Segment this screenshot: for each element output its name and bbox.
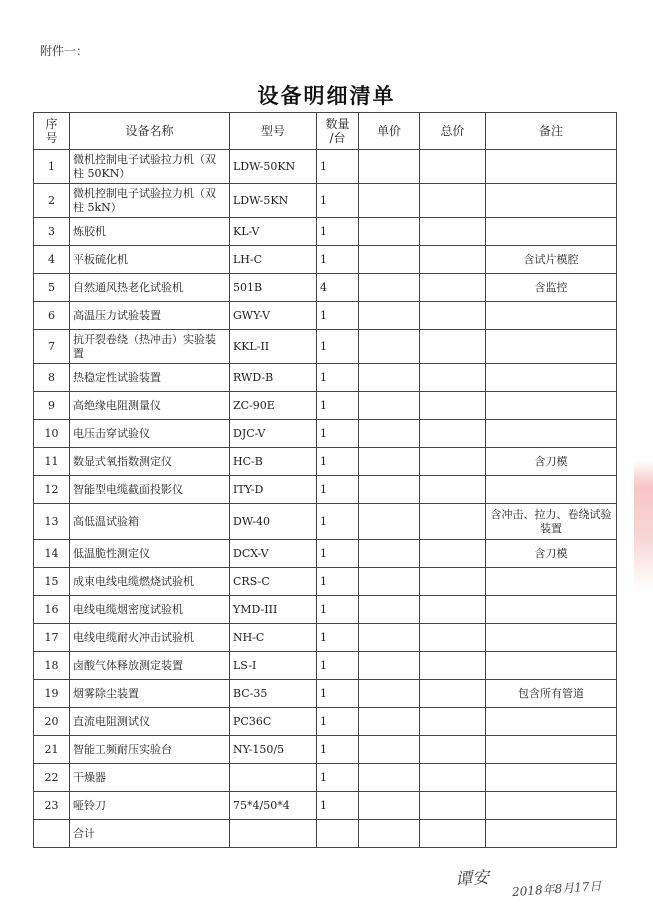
row-unit-price xyxy=(359,652,420,680)
row-total-price xyxy=(420,330,486,364)
row-quantity: 1 xyxy=(317,246,359,274)
row-model: PC36C xyxy=(230,708,317,736)
row-unit-price xyxy=(359,448,420,476)
row-seq: 7 xyxy=(34,330,70,364)
row-note: 包含所有管道 xyxy=(486,680,617,708)
row-total-price xyxy=(420,150,486,184)
row-seq: 18 xyxy=(34,652,70,680)
row-note xyxy=(486,218,617,246)
row-model: DCX-V xyxy=(230,540,317,568)
row-total-price xyxy=(420,302,486,330)
row-equipment-name: 炼胶机 xyxy=(70,218,230,246)
row-quantity: 1 xyxy=(317,652,359,680)
row-note xyxy=(486,392,617,420)
row-model: YMD-III xyxy=(230,596,317,624)
row-note xyxy=(486,764,617,792)
table-row xyxy=(34,568,617,596)
row-model: GWY-V xyxy=(230,302,317,330)
row-unit-price xyxy=(359,150,420,184)
row-model: 75*4/50*4 xyxy=(230,792,317,820)
table-row xyxy=(34,596,617,624)
row-seq: 5 xyxy=(34,274,70,302)
row-equipment-name: 平板硫化机 xyxy=(70,246,230,274)
row-unit-price xyxy=(359,218,420,246)
row-note xyxy=(486,596,617,624)
row-unit-price xyxy=(359,540,420,568)
row-seq: 22 xyxy=(34,764,70,792)
row-model: BC-35 xyxy=(230,680,317,708)
total-row xyxy=(34,820,617,848)
row-note xyxy=(486,150,617,184)
row-quantity: 1 xyxy=(317,302,359,330)
total-row-seq xyxy=(34,820,70,848)
row-note xyxy=(486,364,617,392)
header-col-total-price: 总价 xyxy=(420,113,486,150)
row-note xyxy=(486,708,617,736)
table-row xyxy=(34,540,617,568)
row-unit-price xyxy=(359,476,420,504)
header-col-unit-price: 单价 xyxy=(359,113,420,150)
table-row xyxy=(34,624,617,652)
row-seq: 10 xyxy=(34,420,70,448)
table-row xyxy=(34,392,617,420)
table-row xyxy=(34,330,617,364)
row-note xyxy=(486,184,617,218)
row-unit-price xyxy=(359,302,420,330)
row-note: 含试片模腔 xyxy=(486,246,617,274)
row-total-price xyxy=(420,364,486,392)
row-total-price xyxy=(420,764,486,792)
row-total-price xyxy=(420,624,486,652)
row-seq: 21 xyxy=(34,736,70,764)
header-col-seq: 序 号 xyxy=(34,113,70,150)
row-equipment-name: 微机控制电子试验拉力机（双柱 5kN） xyxy=(70,184,230,218)
row-total-price xyxy=(420,736,486,764)
table-row xyxy=(34,218,617,246)
row-total-price xyxy=(420,596,486,624)
equipment-table xyxy=(33,112,617,848)
row-note: 含冲击、拉力、卷绕试验装置 xyxy=(486,504,617,540)
row-unit-price xyxy=(359,764,420,792)
row-equipment-name: 数显式氧指数测定仪 xyxy=(70,448,230,476)
row-seq: 20 xyxy=(34,708,70,736)
row-note xyxy=(486,330,617,364)
row-equipment-name: 高低温试验箱 xyxy=(70,504,230,540)
row-total-price xyxy=(420,218,486,246)
row-model: LDW-50KN xyxy=(230,150,317,184)
row-total-price xyxy=(420,504,486,540)
row-model: DW-40 xyxy=(230,504,317,540)
row-note xyxy=(486,302,617,330)
row-quantity: 1 xyxy=(317,708,359,736)
row-unit-price xyxy=(359,736,420,764)
row-model: HC-B xyxy=(230,448,317,476)
header-col-name: 设备名称 xyxy=(70,113,230,150)
table-row xyxy=(34,652,617,680)
row-total-price xyxy=(420,540,486,568)
handwritten-date: 2018年8月17日 xyxy=(511,878,602,900)
row-note: 含刀模 xyxy=(486,448,617,476)
row-equipment-name: 高绝缘电阻测量仪 xyxy=(70,392,230,420)
row-quantity: 1 xyxy=(317,736,359,764)
header-col-qty: 数量 /台 xyxy=(317,113,359,150)
row-total-price xyxy=(420,274,486,302)
row-total-price xyxy=(420,680,486,708)
row-quantity: 1 xyxy=(317,568,359,596)
row-equipment-name: 智能工频耐压实验台 xyxy=(70,736,230,764)
table-row xyxy=(34,736,617,764)
row-seq: 6 xyxy=(34,302,70,330)
row-note: 含监控 xyxy=(486,274,617,302)
row-quantity: 1 xyxy=(317,392,359,420)
row-seq: 17 xyxy=(34,624,70,652)
row-note xyxy=(486,652,617,680)
row-note xyxy=(486,624,617,652)
row-model: CRS-C xyxy=(230,568,317,596)
row-model: LDW-5KN xyxy=(230,184,317,218)
row-model: KL-V xyxy=(230,218,317,246)
row-total-price xyxy=(420,184,486,218)
row-seq: 13 xyxy=(34,504,70,540)
row-quantity: 1 xyxy=(317,540,359,568)
total-row-cell xyxy=(359,820,420,848)
row-unit-price xyxy=(359,504,420,540)
row-equipment-name: 哑铃刀 xyxy=(70,792,230,820)
table-row xyxy=(34,792,617,820)
row-equipment-name: 微机控制电子试验拉力机（双柱 50KN） xyxy=(70,150,230,184)
row-model: LS-I xyxy=(230,652,317,680)
handwritten-signature: 谭安 xyxy=(454,867,490,891)
row-quantity: 1 xyxy=(317,448,359,476)
row-model: LH-C xyxy=(230,246,317,274)
row-unit-price xyxy=(359,364,420,392)
table-row xyxy=(34,184,617,218)
table-row xyxy=(34,274,617,302)
row-unit-price xyxy=(359,184,420,218)
row-equipment-name: 成束电线电缆燃烧试验机 xyxy=(70,568,230,596)
row-total-price xyxy=(420,392,486,420)
table-row xyxy=(34,448,617,476)
row-seq: 15 xyxy=(34,568,70,596)
table-row xyxy=(34,420,617,448)
row-quantity: 1 xyxy=(317,596,359,624)
row-quantity: 1 xyxy=(317,150,359,184)
table-row xyxy=(34,476,617,504)
row-seq: 1 xyxy=(34,150,70,184)
row-seq: 11 xyxy=(34,448,70,476)
row-equipment-name: 高温压力试验装置 xyxy=(70,302,230,330)
row-quantity: 1 xyxy=(317,764,359,792)
row-quantity: 1 xyxy=(317,364,359,392)
row-model: 501B xyxy=(230,274,317,302)
row-seq: 9 xyxy=(34,392,70,420)
table-row xyxy=(34,504,617,540)
row-equipment-name: 烟雾除尘装置 xyxy=(70,680,230,708)
row-equipment-name: 智能型电缆截面投影仪 xyxy=(70,476,230,504)
row-total-price xyxy=(420,792,486,820)
row-unit-price xyxy=(359,680,420,708)
row-seq: 19 xyxy=(34,680,70,708)
row-model: ZC-90E xyxy=(230,392,317,420)
row-unit-price xyxy=(359,568,420,596)
page-title: 设备明细清单 xyxy=(257,84,396,108)
table-row xyxy=(34,150,617,184)
row-note xyxy=(486,568,617,596)
row-equipment-name: 抗开裂卷绕（热冲击）实验装置 xyxy=(70,330,230,364)
row-equipment-name: 干燥器 xyxy=(70,764,230,792)
table-header-row xyxy=(34,113,617,150)
row-equipment-name: 卤酸气体释放测定装置 xyxy=(70,652,230,680)
row-unit-price xyxy=(359,596,420,624)
attachment-label: 附件一： xyxy=(40,44,89,58)
row-seq: 3 xyxy=(34,218,70,246)
row-model: NH-C xyxy=(230,624,317,652)
row-total-price xyxy=(420,652,486,680)
row-equipment-name: 电线电缆烟密度试验机 xyxy=(70,596,230,624)
table-row xyxy=(34,246,617,274)
row-quantity: 1 xyxy=(317,680,359,708)
row-equipment-name: 电压击穿试验仪 xyxy=(70,420,230,448)
row-quantity: 1 xyxy=(317,218,359,246)
total-row-cell xyxy=(317,820,359,848)
row-quantity: 1 xyxy=(317,330,359,364)
row-equipment-name: 低温脆性测定仪 xyxy=(70,540,230,568)
stamp-edge-mark xyxy=(634,460,653,590)
row-note xyxy=(486,736,617,764)
row-unit-price xyxy=(359,708,420,736)
total-row-cell xyxy=(486,820,617,848)
row-seq: 12 xyxy=(34,476,70,504)
row-model: RWD-B xyxy=(230,364,317,392)
row-model: DJC-V xyxy=(230,420,317,448)
row-total-price xyxy=(420,708,486,736)
row-equipment-name: 自然通风热老化试验机 xyxy=(70,274,230,302)
row-equipment-name: 电线电缆耐火冲击试验机 xyxy=(70,624,230,652)
row-total-price xyxy=(420,568,486,596)
row-quantity: 1 xyxy=(317,420,359,448)
row-unit-price xyxy=(359,420,420,448)
row-quantity: 1 xyxy=(317,476,359,504)
row-total-price xyxy=(420,246,486,274)
row-equipment-name: 直流电阻测试仪 xyxy=(70,708,230,736)
row-model: NY-150/5 xyxy=(230,736,317,764)
row-quantity: 1 xyxy=(317,792,359,820)
total-row-cell xyxy=(420,820,486,848)
row-total-price xyxy=(420,420,486,448)
row-unit-price xyxy=(359,246,420,274)
table-row xyxy=(34,302,617,330)
row-note xyxy=(486,476,617,504)
row-note xyxy=(486,420,617,448)
row-unit-price xyxy=(359,392,420,420)
row-quantity: 1 xyxy=(317,184,359,218)
row-total-price xyxy=(420,476,486,504)
table-row xyxy=(34,680,617,708)
row-quantity: 1 xyxy=(317,624,359,652)
row-seq: 14 xyxy=(34,540,70,568)
total-label: 合计 xyxy=(70,820,230,848)
header-col-note: 备注 xyxy=(486,113,617,150)
row-seq: 8 xyxy=(34,364,70,392)
row-model: ITY-D xyxy=(230,476,317,504)
table-row xyxy=(34,708,617,736)
row-total-price xyxy=(420,448,486,476)
row-note xyxy=(486,792,617,820)
row-model xyxy=(230,764,317,792)
row-unit-price xyxy=(359,330,420,364)
row-quantity: 1 xyxy=(317,504,359,540)
table-row xyxy=(34,764,617,792)
header-col-model: 型号 xyxy=(230,113,317,150)
total-row-cell xyxy=(230,820,317,848)
row-model: KKL-II xyxy=(230,330,317,364)
row-seq: 4 xyxy=(34,246,70,274)
row-equipment-name: 热稳定性试验装置 xyxy=(70,364,230,392)
row-quantity: 4 xyxy=(317,274,359,302)
row-unit-price xyxy=(359,274,420,302)
row-note: 含刀模 xyxy=(486,540,617,568)
row-unit-price xyxy=(359,624,420,652)
row-unit-price xyxy=(359,792,420,820)
row-seq: 2 xyxy=(34,184,70,218)
table-row xyxy=(34,364,617,392)
row-seq: 16 xyxy=(34,596,70,624)
row-seq: 23 xyxy=(34,792,70,820)
